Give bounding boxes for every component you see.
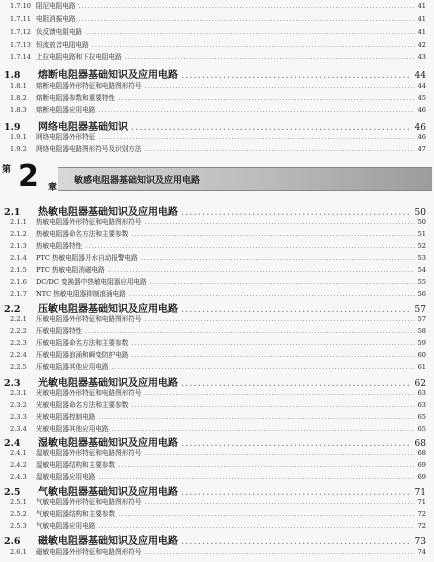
section-title: 热敏电阻器基础知识及应用电路	[38, 207, 178, 218]
dot-leader	[145, 145, 415, 153]
entry-page: 74	[417, 548, 426, 556]
entry-title: NTC 热敏电阻器抑制浪涌电路	[36, 290, 126, 298]
entry-title: 光敏电阻器控制电路	[36, 413, 96, 421]
entry-page: 56	[417, 290, 426, 298]
dot-leader	[145, 548, 415, 556]
entry-page: 50	[417, 218, 426, 226]
toc-entry[interactable]	[0, 13, 434, 24]
toc-entry[interactable]	[0, 228, 434, 239]
entry-page: 41	[417, 2, 426, 10]
toc-entry[interactable]	[0, 459, 434, 470]
entry-title: 压敏电阻器外形特征和电路图形符号	[36, 315, 142, 323]
toc-entry[interactable]	[0, 80, 434, 91]
entry-title: 光敏电阻器外形特征和电路图形符号	[36, 389, 142, 397]
entry-number: 1.7.11	[10, 15, 31, 23]
entry-page: 68	[417, 449, 426, 457]
entry-page: 46	[417, 133, 426, 141]
section-page: 44	[414, 71, 426, 81]
dot-leader	[79, 2, 415, 10]
entry-page: 58	[417, 327, 426, 335]
entry-number: 2.1.5	[10, 266, 27, 274]
entry-page: 61	[417, 363, 426, 371]
entry-number: 1.8.1	[10, 82, 27, 90]
entry-page: 51	[417, 230, 426, 238]
toc-section[interactable]	[0, 483, 434, 497]
entry-title: 网络电阻器外形特征	[36, 133, 96, 141]
entry-page: 63	[417, 389, 426, 397]
entry-number: 1.8.3	[10, 106, 27, 114]
entry-title: 恒流放音电阻电路	[36, 41, 89, 49]
entry-page: 47	[417, 145, 426, 153]
toc-entry[interactable]	[0, 337, 434, 348]
entry-page: 53	[417, 254, 426, 262]
toc-section[interactable]	[0, 374, 434, 388]
chapter-title-bar	[58, 167, 432, 191]
entry-title: 光敏电阻器其他应用电路	[36, 425, 109, 433]
entry-number: 2.1.1	[10, 218, 27, 226]
toc-entry[interactable]	[0, 399, 434, 410]
section-number: 2.6	[4, 536, 21, 547]
entry-number: 2.2.4	[10, 351, 27, 359]
entry-number: 2.1.4	[10, 254, 27, 262]
entry-page: 44	[417, 82, 426, 90]
toc-entry[interactable]	[0, 325, 434, 336]
toc-section[interactable]	[0, 300, 434, 314]
entry-title: 阻尼电阻电路	[36, 2, 76, 10]
section-page: 57	[414, 305, 426, 315]
section-number: 1.8	[4, 70, 21, 81]
dot-leader	[112, 425, 415, 433]
toc-entry[interactable]	[0, 411, 434, 422]
entry-page: 43	[417, 53, 426, 61]
toc-section[interactable]	[0, 203, 434, 217]
entry-number: 2.1.2	[10, 230, 27, 238]
entry-title: 气敏电阻器应用电路	[36, 522, 96, 530]
entry-title: 熔断电阻器参数和重要特性	[36, 94, 116, 102]
toc-section[interactable]	[0, 532, 434, 546]
section-page: 62	[414, 379, 426, 389]
dot-leader	[85, 242, 414, 250]
entry-page: 46	[417, 106, 426, 114]
entry-title: 湿敏电阻器应用电路	[36, 473, 96, 481]
entry-title: 网络电阻器电路图形符号及识别方法	[36, 145, 142, 153]
entry-title: DC/DC 变换器中热敏电阻器应用电路	[36, 278, 147, 286]
entry-page: 69	[417, 461, 426, 469]
toc-entry[interactable]	[0, 0, 434, 11]
entry-number: 2.4.2	[10, 461, 27, 469]
entry-page: 52	[417, 242, 426, 250]
dot-leader	[145, 449, 415, 457]
toc-entry[interactable]	[0, 387, 434, 398]
entry-page: 41	[417, 28, 426, 36]
dot-leader	[112, 363, 415, 371]
toc-entry[interactable]	[0, 471, 434, 482]
chapter-suffix: 章	[48, 183, 58, 193]
toc-entry[interactable]	[0, 349, 434, 360]
chapter-number: 2	[18, 159, 39, 194]
dot-leader	[118, 94, 414, 102]
toc-entry[interactable]	[0, 51, 434, 62]
entry-page: 60	[417, 351, 426, 359]
toc-entry[interactable]	[0, 92, 434, 103]
entry-number: 1.7.12	[10, 28, 31, 36]
dot-leader	[131, 339, 414, 347]
entry-title: 熔断电阻器应用电路	[36, 106, 96, 114]
dot-leader	[150, 278, 415, 286]
entry-number: 2.6.1	[10, 548, 27, 556]
entry-number: 2.3.2	[10, 401, 27, 409]
chapter-title: 敏感电阻器基础知识及应用电路	[74, 176, 201, 186]
dot-leader	[98, 473, 414, 481]
dot-leader	[108, 266, 415, 274]
entry-title: 湿敏电阻器结构和主要参数	[36, 461, 116, 469]
entry-title: PTC 热敏电阻消磁电路	[36, 266, 105, 274]
section-title: 熔断电阻器基础知识及应用电路	[38, 70, 178, 81]
entry-number: 2.3.4	[10, 425, 27, 433]
toc-entry[interactable]	[0, 288, 434, 299]
dot-leader	[131, 351, 414, 359]
section-title: 气敏电阻器基础知识及应用电路	[38, 487, 178, 498]
dot-leader	[145, 82, 415, 90]
dot-leader	[125, 53, 415, 61]
entry-number: 2.3.1	[10, 389, 27, 397]
entry-number: 2.5.3	[10, 522, 27, 530]
entry-page: 42	[417, 41, 426, 49]
toc-entry[interactable]	[0, 264, 434, 275]
entry-title: 热敏电阻器外形特征和电路图形符号	[36, 218, 142, 226]
section-title: 光敏电阻器基础知识及应用电路	[38, 378, 178, 389]
dot-leader	[131, 401, 414, 409]
section-page: 73	[414, 537, 426, 547]
entry-page: 65	[417, 413, 426, 421]
toc-entry[interactable]	[0, 447, 434, 458]
dot-leader	[145, 498, 415, 506]
entry-page: 63	[417, 401, 426, 409]
dot-leader	[141, 254, 415, 262]
entry-title: 上拉电阻电路和下拉电阻电路	[36, 53, 122, 61]
entry-number: 2.3.3	[10, 413, 27, 421]
entry-title: 负反馈电阻电路	[36, 28, 83, 36]
toc-entry[interactable]	[0, 508, 434, 519]
dot-leader	[85, 28, 414, 36]
entry-title: PTC 热敏电阻器开水自动报警电路	[36, 254, 138, 262]
section-number: 2.2	[4, 304, 21, 315]
section-title: 磁敏电阻器基础知识及应用电路	[38, 536, 178, 547]
entry-page: 45	[417, 94, 426, 102]
dot-leader	[98, 413, 414, 421]
entry-title: 气敏电阻器结构和主要参数	[36, 510, 116, 518]
entry-title: 熔断电阻器外形特征和电路图形符号	[36, 82, 142, 90]
toc-entry[interactable]	[0, 423, 434, 434]
dot-leader	[98, 522, 414, 530]
entry-title: 压敏电阻器其他应用电路	[36, 363, 109, 371]
section-title: 压敏电阻器基础知识及应用电路	[38, 304, 178, 315]
toc-entry[interactable]	[0, 361, 434, 372]
section-page: 68	[414, 439, 426, 449]
toc-entry[interactable]	[0, 26, 434, 37]
toc-entry[interactable]	[0, 216, 434, 227]
toc-entry[interactable]	[0, 252, 434, 263]
entry-number: 1.9.2	[10, 145, 27, 153]
entry-page: 55	[417, 278, 426, 286]
dot-leader	[92, 41, 415, 49]
entry-number: 2.2.2	[10, 327, 27, 335]
toc-entry[interactable]	[0, 104, 434, 115]
entry-number: 2.2.3	[10, 339, 27, 347]
entry-number: 1.8.2	[10, 94, 27, 102]
entry-title: 气敏电阻器外形特征和电路图形符号	[36, 498, 142, 506]
dot-leader	[145, 218, 415, 226]
toc-entry[interactable]	[0, 143, 434, 154]
chapter-banner[interactable]	[0, 160, 434, 196]
chapter-prefix: 第	[2, 165, 12, 175]
entry-page: 59	[417, 339, 426, 347]
section-page: 46	[414, 123, 426, 133]
dot-leader	[129, 290, 415, 298]
entry-title: 磁敏电阻器外形特征和电路图形符号	[36, 548, 142, 556]
entry-number: 2.5.1	[10, 498, 27, 506]
entry-title: 热敏电阻器特性	[36, 242, 83, 250]
entry-number: 2.1.6	[10, 278, 27, 286]
entry-title: 湿敏电阻器外形特征和电路图形符号	[36, 449, 142, 457]
entry-page: 72	[417, 510, 426, 518]
toc-entry[interactable]	[0, 39, 434, 50]
section-number: 2.3	[4, 378, 21, 389]
toc-entry[interactable]	[0, 240, 434, 251]
toc-entry[interactable]	[0, 131, 434, 142]
toc-section[interactable]	[0, 434, 434, 448]
entry-page: 69	[417, 473, 426, 481]
entry-number: 2.2.5	[10, 363, 27, 371]
dot-leader	[79, 15, 415, 23]
entry-title: 光敏电阻器命名方法和主要参数	[36, 401, 129, 409]
toc-entry[interactable]	[0, 496, 434, 507]
entry-number: 1.7.14	[10, 53, 31, 61]
entry-page: 71	[417, 498, 426, 506]
entry-page: 65	[417, 425, 426, 433]
toc-entry[interactable]	[0, 520, 434, 531]
dot-leader	[145, 315, 415, 323]
dot-leader	[118, 461, 414, 469]
entry-page: 57	[417, 315, 426, 323]
entry-number: 2.4.1	[10, 449, 27, 457]
entry-title: 电阻消振电路	[36, 15, 76, 23]
dot-leader	[145, 389, 415, 397]
entry-number: 1.9.1	[10, 133, 27, 141]
entry-page: 72	[417, 522, 426, 530]
toc-entry[interactable]	[0, 313, 434, 324]
section-number: 2.4	[4, 438, 21, 449]
toc-entry[interactable]	[0, 546, 434, 557]
toc-section[interactable]	[0, 66, 434, 80]
section-number: 2.1	[4, 207, 21, 218]
entry-number: 2.1.7	[10, 290, 27, 298]
entry-number: 2.5.2	[10, 510, 27, 518]
section-number: 2.5	[4, 487, 21, 498]
section-page: 50	[414, 208, 426, 218]
entry-number: 1.7.10	[10, 2, 31, 10]
dot-leader	[98, 133, 414, 141]
entry-title: 压敏电阻器浪涌和瞬变防护电路	[36, 351, 129, 359]
toc-section[interactable]	[0, 118, 434, 132]
entry-title: 压敏电阻器命名方法和主要参数	[36, 339, 129, 347]
section-title: 湿敏电阻器基础知识及应用电路	[38, 438, 178, 449]
entry-page: 54	[417, 266, 426, 274]
entry-page: 41	[417, 15, 426, 23]
dot-leader	[85, 327, 414, 335]
section-number: 1.9	[4, 122, 21, 133]
entry-number: 1.7.13	[10, 41, 31, 49]
entry-title: 热敏电阻器命名方法和主要参数	[36, 230, 129, 238]
toc-entry[interactable]	[0, 276, 434, 287]
section-title: 网络电阻器基础知识	[38, 122, 128, 133]
entry-number: 2.1.3	[10, 242, 27, 250]
entry-title: 压敏电阻器特性	[36, 327, 83, 335]
dot-leader	[118, 510, 414, 518]
dot-leader	[131, 230, 414, 238]
section-page: 71	[414, 488, 426, 498]
entry-number: 2.4.3	[10, 473, 27, 481]
entry-number: 2.2.1	[10, 315, 27, 323]
dot-leader	[98, 106, 414, 114]
